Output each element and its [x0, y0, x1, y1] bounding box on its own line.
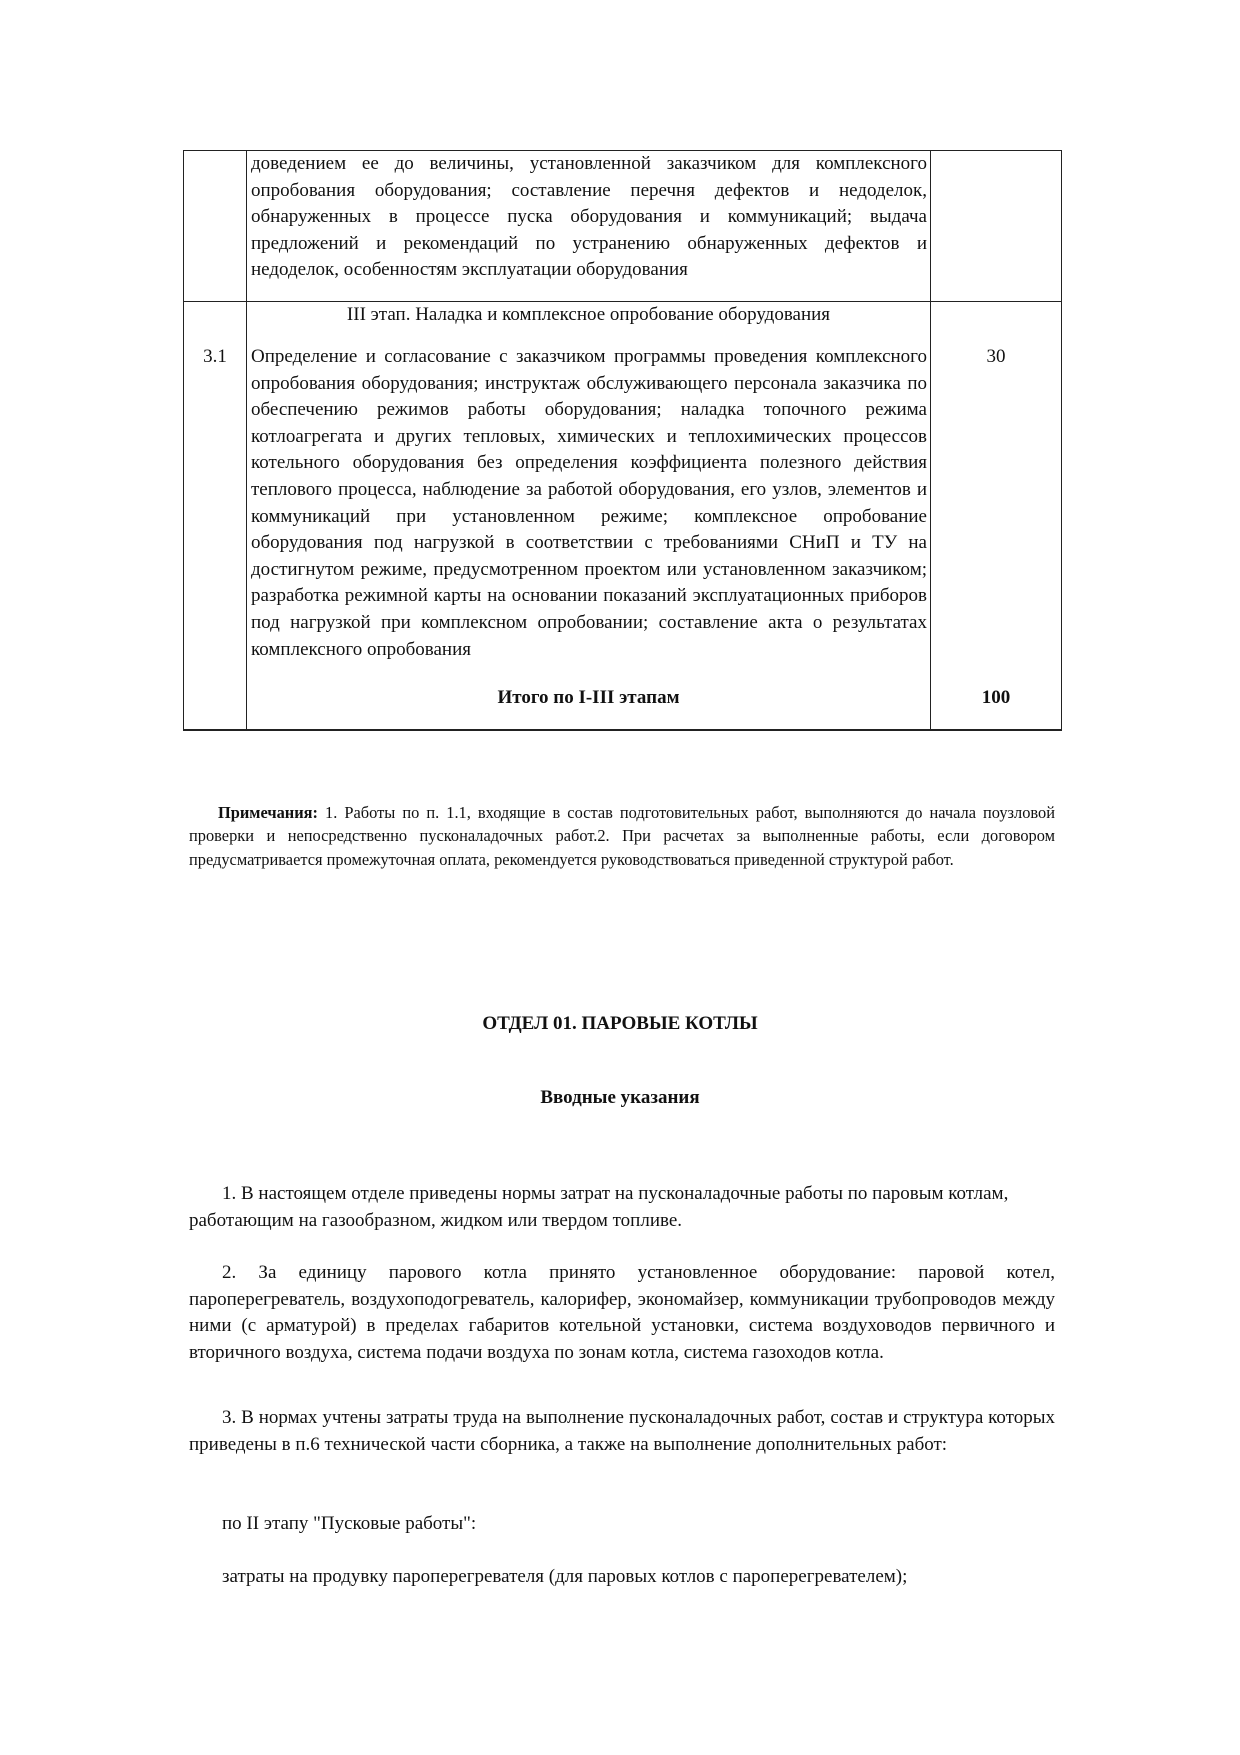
notes-paragraph: [189, 801, 1055, 871]
total-number-cell: [184, 685, 247, 730]
paragraph-3: 3. В нормах учтены затраты труда на выполнение пусконаладочных работ, состав и структура которых приведены в п.6 технической части сборника, а также на выполнение дополнительных работ:: [189, 1407, 1055, 1455]
table-row: [184, 344, 1062, 685]
stage-number-cell: [184, 302, 247, 345]
paragraph-2: 2. За единицу парового котла принято установленное оборудование: паровой котел, пароперегреватель, воздухоподогреватель, калорифер, экономайзер, коммуникации трубопроводов между ними (с арматурой) в пределах габаритов котельной установки, система воздуховодов первичного и вторичного воздуха, система подачи воздуха по зонам котла, система газоходов котла.: [189, 1262, 1055, 1363]
paragraph-stage-2: по II этапу "Пусковые работы":: [222, 1513, 477, 1534]
row-number: [184, 151, 247, 302]
stage-header-row: [184, 302, 1062, 345]
row-description: доведением ее до величины, установленной заказчиком для комплексного опробования оборудования; составление перечня дефектов и недоделок, обнаруженных в процессе пуска оборудования и коммуникаций; выдача предложений и рекомендаций по устранению обнаруженных дефектов и недоделок, особенностям эксплуатации оборудования: [247, 151, 931, 302]
section-subtitle: Вводные указания: [540, 1087, 700, 1108]
total-row: [184, 685, 1062, 730]
work-structure-table: [183, 150, 1062, 731]
paragraph-1: 1. В настоящем отделе приведены нормы затрат на пусконаладочные работы по паровым котлам, работающим на газообразном, жидком или твердом топливе.: [189, 1183, 1009, 1231]
row-description: Определение и согласование с заказчиком программы проведения комплексного опробования оборудования; инструктаж обслуживающего персонала заказчика по обеспечению режимов работы оборудования; наладка топочного режима котлоагрегата и других тепловых, химических и теплохимических процессов котельного оборудования без определения коэффициента полезного действия теплового процесса, наблюдение за работой оборудования, его узлов, элементов и коммуникаций при установленном режиме; комплексное опробование оборудования под нагрузкой в соответствии с требованиями СНиП и ТУ на достигнутом режиме, предусмотренном проектом или установленном заказчиком; разработка режимной карты на основании показаний эксплуатационных приборов под нагрузкой при комплексном опробовании; составление акта о результатах комплексного опробования: [247, 344, 931, 685]
paragraph-superheater-purge: затраты на продувку пароперегревателя (для паровых котлов с пароперегревателем);: [222, 1566, 908, 1587]
stage-value-cell: [931, 302, 1062, 345]
notes-text: 1. Работы по п. 1.1, входящие в состав подготовительных работ, выполняются до начала поузловой проверки и непосредственно пусконаладочных работ.2. При расчетах за выполненные работы, если договором предусматривается промежуточная оплата, рекомендуется руководствоваться приведенной структурой работ.: [189, 803, 1055, 869]
notes-label: Примечания:: [218, 803, 318, 822]
total-label: Итого по I-III этапам: [247, 685, 931, 730]
section-title: ОТДЕЛ 01. ПАРОВЫЕ КОТЛЫ: [482, 1013, 758, 1034]
table-row: [184, 151, 1062, 302]
row-value: 30: [931, 344, 1062, 685]
total-value: 100: [931, 685, 1062, 730]
row-value: [931, 151, 1062, 302]
stage-title: III этап. Наладка и комплексное опробование оборудования: [247, 302, 931, 345]
row-number: 3.1: [184, 344, 247, 685]
